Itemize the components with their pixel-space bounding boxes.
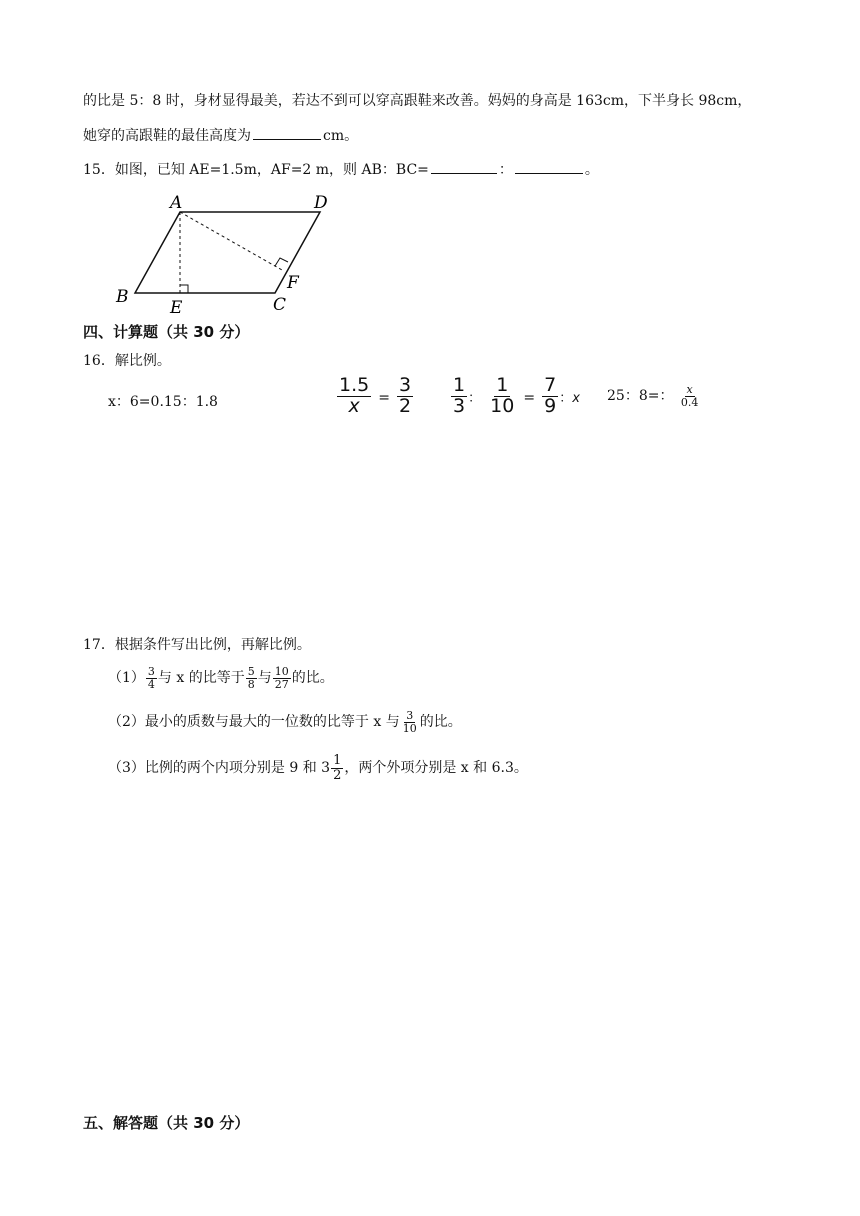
q15-answer-blank-1[interactable] — [431, 172, 497, 174]
label-c: C — [273, 295, 287, 315]
q14-line-2-text: 她穿的高跟鞋的最佳高度为 — [83, 128, 251, 144]
eq3-n2: 1 — [496, 374, 509, 396]
q17-part-2 — [108, 710, 462, 734]
eq3-var: x — [572, 390, 580, 406]
q16-equation-4 — [607, 384, 701, 408]
right-angle-f — [275, 258, 288, 266]
q17-p3-d: 2 — [333, 767, 342, 783]
label-d: D — [314, 193, 328, 213]
q17-part-1 — [108, 666, 334, 690]
q17-p2-text-b: 的比。 — [419, 714, 462, 731]
q14-answer-blank[interactable] — [253, 138, 321, 140]
eq3-n1: 1 — [453, 374, 466, 396]
q15-colon: ： — [498, 162, 513, 178]
q17-p1-d3: 27 — [274, 677, 289, 691]
q14-unit: cm。 — [323, 128, 359, 144]
q14-line-2 — [83, 125, 358, 145]
label-e: E — [170, 298, 183, 318]
eq2-den-2: 2 — [399, 394, 412, 417]
q16-equation-3 — [450, 376, 580, 417]
q16-equation-1: x：6=0.15：1.8 — [108, 394, 218, 410]
q17-p1-text-b: 与 x 的比等于 — [157, 670, 245, 687]
eq3-n3: 7 — [544, 374, 557, 396]
eq3-d3: 9 — [544, 394, 557, 417]
eq3-d2: 10 — [490, 394, 515, 417]
q17-p1-d2: 8 — [247, 677, 255, 691]
eq3-sep-1: ： — [468, 390, 482, 406]
q17-p1-d1: 4 — [147, 677, 155, 691]
q15-text: 15．如图，已知 AE=1.5m，AF=2 m，则 AB：BC= — [83, 162, 429, 178]
q15-question — [83, 159, 599, 179]
eq3-sep-2: ： — [559, 390, 573, 406]
right-angle-e — [180, 285, 188, 293]
eq2-den-1: x — [348, 394, 360, 417]
q16-equation-2 — [336, 376, 414, 417]
parallelogram-figure — [110, 190, 340, 320]
q17-title: 17．根据条件写出比例，再解比例。 — [83, 637, 311, 653]
q17-p1-n2: 5 — [247, 665, 255, 678]
eq3-d1: 3 — [453, 394, 466, 417]
q17-p1-text-c: 与 — [257, 670, 272, 687]
q17-p3-n: 1 — [333, 753, 342, 768]
label-b: B — [116, 287, 129, 307]
eq4-pre: 25：8=： — [607, 388, 674, 405]
section-5-title: 五、解答题（共 30 分） — [83, 1114, 250, 1132]
height-af — [180, 212, 282, 270]
q17-p2-n: 3 — [406, 709, 414, 722]
eq2-num-1: 1.5 — [339, 374, 370, 396]
label-f: F — [287, 273, 299, 293]
section-4-title: 四、计算题（共 30 分） — [83, 323, 250, 341]
q15-answer-blank-2[interactable] — [515, 172, 583, 174]
q17-p3-text-b: ，两个外项分别是 x 和 6.3。 — [344, 760, 528, 777]
eq4-den: 0.4 — [680, 395, 699, 409]
q14-line-1: 的比是 5：8 时，身材显得最美，若达不到可以穿高跟鞋来改善。妈妈的身高是 163cm，下半身长 98cm， — [83, 93, 752, 109]
q17-p3-text-a: （3）比例的两个内项分别是 9 和 3 — [108, 760, 331, 777]
q17-p2-text-a: （2）最小的质数与最大的一位数的比等于 x 与 — [108, 714, 400, 731]
q17-part-3 — [108, 754, 528, 782]
eq4-num: x — [686, 383, 693, 396]
q17-p1-n3: 10 — [274, 665, 289, 678]
q17-p1-n1: 3 — [147, 665, 155, 678]
q16-title: 16．解比例。 — [83, 353, 171, 369]
eq2-num-2: 3 — [399, 374, 412, 396]
eq2-equals: = — [378, 389, 390, 406]
label-a: A — [170, 193, 183, 213]
eq3-equals: = — [523, 389, 536, 406]
q15-end: 。 — [584, 162, 599, 178]
q17-p1-text-d: 的比。 — [291, 670, 334, 687]
q17-p1-text-a: （1） — [108, 670, 145, 687]
q17-p2-d: 10 — [402, 721, 417, 735]
